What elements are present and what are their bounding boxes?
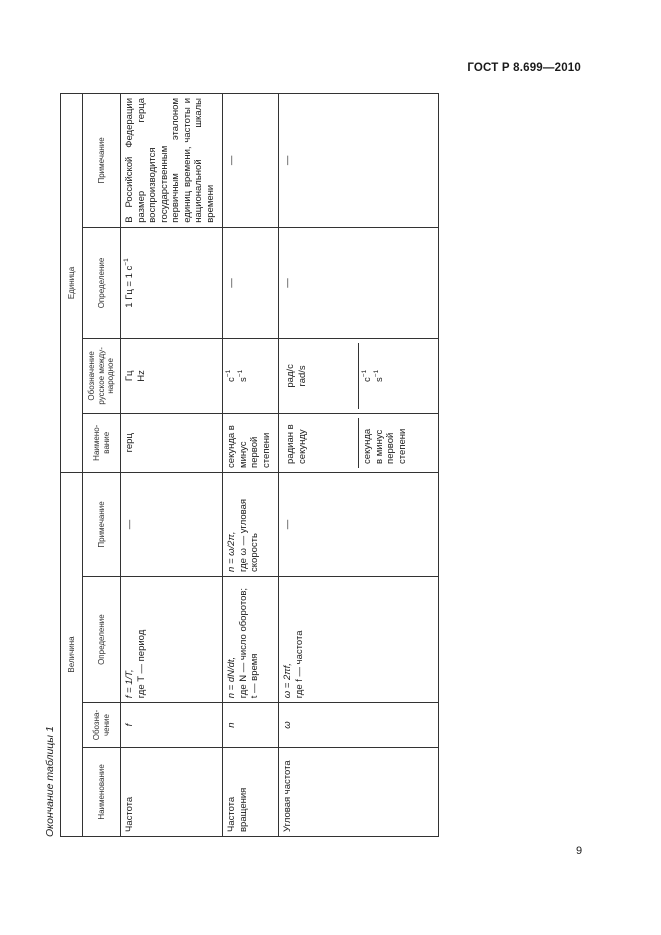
col-header-definition: Определение: [83, 576, 121, 702]
quantity-symbol: ω: [279, 703, 439, 748]
unit-symbol: Гц Hz: [121, 339, 223, 413]
quantity-definition: f = 1/T, где T — период: [121, 576, 223, 702]
col-header-unit-name: Наимено-вание: [83, 413, 121, 472]
unit-symbol: рад/с rad/s $с^{-1}$ $s^{-1}$: [279, 339, 439, 413]
table-row: [279, 94, 439, 837]
table-row: [121, 94, 223, 837]
quantity-name: Частота вращения: [223, 747, 279, 836]
group-header-quantity: Величина: [61, 472, 83, 836]
document-header: ГОСТ Р 8.699—2010: [467, 62, 581, 74]
table-row: [223, 94, 279, 837]
page-number: 9: [576, 845, 583, 857]
rotated-table-area: [42, 87, 408, 837]
unit-definition: —: [279, 227, 439, 338]
table-caption: Окончание таблицы 1: [44, 726, 56, 837]
unit-symbol: $с^{-1}$ $s^{-1}$: [223, 339, 279, 413]
unit-note: В Российской Федерации размер герца воспроизводится государственным первичным эталоном единиц времени, частоты и национальной шкалы времени: [121, 94, 223, 228]
unit-definition: —: [223, 227, 279, 338]
quantity-note: —: [279, 472, 439, 576]
col-header-unit-definition: Определение: [83, 227, 121, 338]
quantity-symbol: f: [121, 703, 223, 748]
unit-definition: 1 Гц = 1 $с^{-1}$: [121, 227, 223, 338]
group-header-unit: Единица: [61, 94, 83, 473]
quantity-definition: ω = 2πf, где f — частота: [279, 576, 439, 702]
col-header-symbol: Обозна-чение: [83, 703, 121, 748]
unit-name: герц: [121, 413, 223, 472]
quantities-table: [60, 93, 439, 837]
quantity-note: —: [121, 472, 223, 576]
quantity-definition: n = dN/dt, где N — число оборотов; t — время: [223, 576, 279, 702]
col-header-unit-symbol: Обозначение русское между-народное: [83, 339, 121, 413]
quantity-symbol: n: [223, 703, 279, 748]
unit-note: —: [223, 94, 279, 228]
quantity-name: Угловая частота: [279, 747, 439, 836]
unit-note: —: [279, 94, 439, 228]
col-header-unit-note: Примечание: [83, 94, 121, 228]
quantity-note: n = ω/2π, где ω — угловая скорость: [223, 472, 279, 576]
unit-name: радиан в секунду секунда в минус первой степени: [279, 413, 439, 472]
unit-name: секунда в минус первой степени: [223, 413, 279, 472]
quantity-name: Частота: [121, 747, 223, 836]
col-header-name: Наименование: [83, 747, 121, 836]
col-header-note: Примечание: [83, 472, 121, 576]
